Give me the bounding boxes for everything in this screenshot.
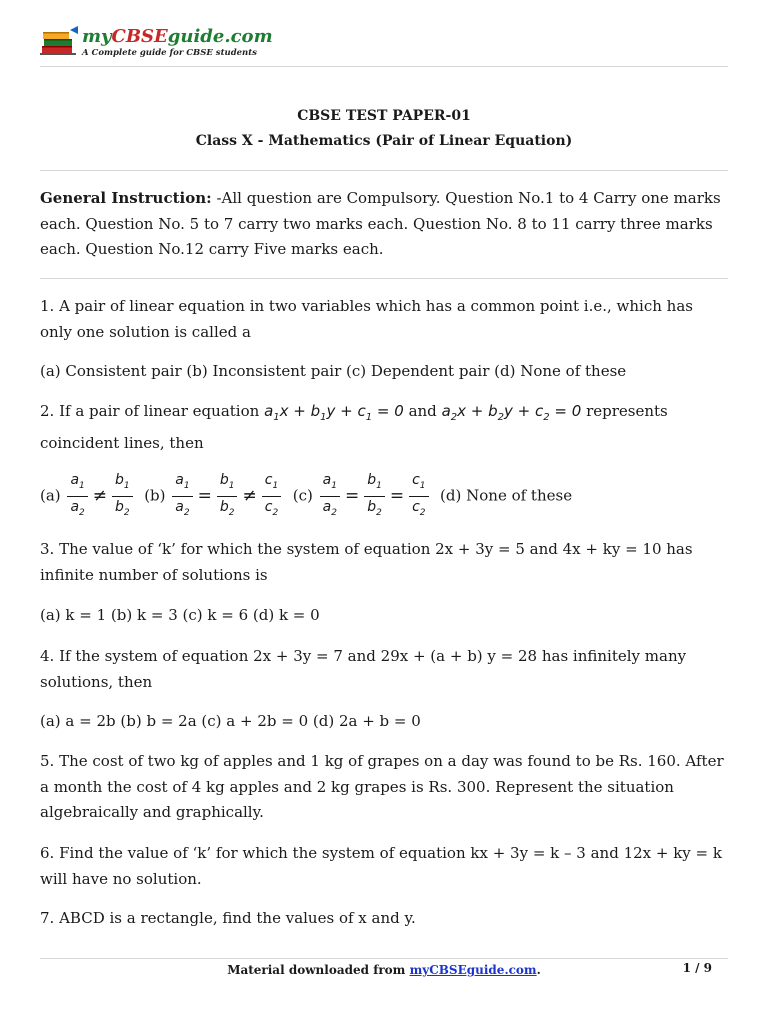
- instruction-label: General Instruction:: [40, 189, 212, 207]
- footer-text: Material downloaded from myCBSEguide.com.: [227, 963, 541, 977]
- footer-divider: [40, 958, 728, 959]
- q2-option-b-label: (b): [144, 486, 166, 505]
- equation-1: $a_1x + b_1y + c_1 = 0$: [264, 402, 404, 423]
- fraction-a1-a2: $\frac{a_1}{a_2}$: [172, 470, 192, 523]
- question-6: 6. Find the value of ‘k’ for which the system of equation kx + 3y = k – 3 and 12x + ky = k will have no solution.: [40, 844, 722, 888]
- question-4: 4. If the system of equation 2x + 3y = 7 and 29x + (a + b) y = 28 has infinitely many solutions, then: [40, 647, 687, 691]
- not-equal-symbol: ≠: [92, 485, 108, 506]
- fraction-c1-c2: $\frac{c_1}{c_2}$: [262, 470, 281, 523]
- q2-option-a-label: (a): [40, 486, 61, 505]
- equation-2: $a_2x + b_2y + c_2 = 0$: [441, 402, 582, 423]
- footer-link[interactable]: myCBSEguide.com: [409, 963, 537, 977]
- logo-wordmark: myCBSEguide.com: [82, 26, 273, 47]
- not-equal-symbol: ≠: [242, 485, 257, 506]
- site-logo[interactable]: [40, 24, 300, 60]
- question-2-options: [40, 470, 728, 523]
- fraction-b1-b2: $\frac{b_1}{b_2}$: [217, 470, 238, 523]
- q2-option-d-label: (d) None of these: [440, 486, 573, 505]
- q2-option-c-label: (c): [292, 486, 313, 505]
- question-1: 1. A pair of linear equation in two variables which has a common point i.e., which has only one solution is called a: [40, 297, 693, 341]
- fraction-b1-b2: $\frac{b_1}{b_2}$: [112, 470, 133, 523]
- paper-subtitle: Class X - Mathematics (Pair of Linear Equation): [195, 133, 573, 149]
- logo-tagline: A Complete guide for CBSE students: [82, 48, 257, 58]
- question-2: 2. If a pair of linear equation $a_1x + b_1y + c_1 = 0$ and $a_2x + b_2y + c_2 = 0$ represents coincident lines, then: [40, 402, 668, 452]
- books-logo-icon: [40, 26, 80, 58]
- instruction-text: -All question are Compulsory. Question No.1 to 4 Carry one marks each. Question No. 5 to 7 carry two marks each. Question No. 8 to 11 carry three marks each. Question No.12 carry Five marks each.: [40, 189, 721, 258]
- instruction-divider: [40, 278, 728, 279]
- title-divider: [40, 170, 728, 171]
- fraction-a1-a2: $\frac{a_1}{a_2}$: [320, 470, 340, 523]
- question-3-options: (a) k = 1 (b) k = 3 (c) k = 6 (d) k = 0: [40, 606, 320, 624]
- fraction-a1-a2: $\frac{a_1}{a_2}$: [67, 470, 87, 523]
- question-5: 5. The cost of two kg of apples and 1 kg of grapes on a day was found to be Rs. 160. After a month the cost of 4 kg apples and 2 kg grapes is Rs. 300. Represent the situation algebraically and graphically.: [40, 752, 724, 821]
- question-7: 7. ABCD is a rectangle, find the values of x and y.: [40, 909, 416, 927]
- fraction-b1-b2: $\frac{b_1}{b_2}$: [364, 470, 385, 523]
- equal-symbol: =: [389, 485, 405, 506]
- question-1-options: (a) Consistent pair (b) Inconsistent pair (c) Dependent pair (d) None of these: [40, 362, 627, 380]
- question-4-options: (a) a = 2b (b) b = 2a (c) a + 2b = 0 (d) 2a + b = 0: [40, 712, 421, 730]
- header-divider: [40, 66, 728, 67]
- page-number: 1 / 9: [682, 961, 712, 975]
- equal-symbol: =: [197, 485, 212, 506]
- question-3: 3. The value of ‘k’ for which the system of equation 2x + 3y = 5 and 4x + ky = 10 has infinite number of solutions is: [40, 540, 693, 584]
- general-instruction: [40, 186, 728, 263]
- paper-title: CBSE TEST PAPER-01: [297, 108, 471, 124]
- fraction-c1-c2: $\frac{c_1}{c_2}$: [409, 470, 428, 523]
- equal-symbol: =: [344, 485, 360, 506]
